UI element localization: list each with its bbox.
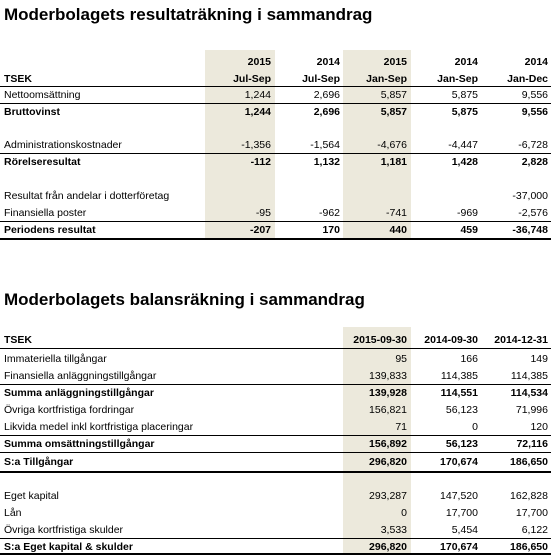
income-cell: -95: [255, 207, 271, 219]
income-cell: 459: [460, 224, 478, 236]
balance-cell: 139,833: [369, 370, 407, 382]
income-cell: 1,244: [244, 89, 271, 101]
income-tsek-header: TSEK: [4, 73, 33, 85]
balance-header-rule: [0, 348, 551, 349]
balance-rule: [0, 435, 551, 436]
income-rule: [0, 153, 551, 154]
income-cell: -6,728: [518, 139, 548, 151]
balance-cell: 114,385: [440, 370, 478, 382]
balance-cell: 5,454: [451, 524, 478, 536]
balance-cell: 120: [530, 421, 548, 433]
balance-cell: 147,520: [440, 490, 478, 502]
balance-cell: 156,892: [369, 438, 407, 450]
income-cell: 1,244: [244, 106, 271, 118]
income-cell: 440: [389, 224, 407, 236]
balance-cell: 166: [460, 353, 478, 365]
income-year-1: 2015: [247, 56, 271, 68]
balance-rule: [0, 384, 551, 385]
balance-cell: 17,700: [515, 507, 548, 519]
balance-cell: 114,551: [440, 387, 478, 399]
balance-rule: [0, 452, 551, 453]
balance-date-2: 2014-09-30: [424, 334, 478, 346]
balance-row-label: Summa omsättningstillgångar: [4, 438, 155, 450]
income-cell: 5,857: [380, 89, 407, 101]
income-row-label: Resultat från andelar i dotterföretag: [4, 190, 170, 202]
balance-cell: 162,828: [510, 490, 548, 502]
income-row-label: Periodens resultat: [4, 224, 96, 236]
balance-cell: 186,650: [510, 541, 548, 553]
income-year-2: 2014: [316, 56, 340, 68]
balance-cell: 95: [395, 353, 407, 365]
balance-total-rule: [0, 471, 551, 473]
balance-tsek-header: TSEK: [4, 334, 33, 346]
income-row-label: Bruttovinst: [4, 106, 60, 118]
balance-cell: 186,650: [510, 456, 548, 468]
balance-cell: 71,996: [515, 404, 548, 416]
income-cell: 5,875: [451, 89, 478, 101]
income-title: Moderbolagets resultaträkning i sammandrag: [4, 5, 373, 24]
income-cell: 9,556: [521, 106, 548, 118]
balance-cell: 293,287: [369, 490, 407, 502]
balance-cell: 56,123: [445, 404, 478, 416]
income-cell: -962: [318, 207, 340, 219]
income-rule: [0, 221, 551, 222]
balance-cell: 149: [530, 353, 548, 365]
balance-cell: 3,533: [380, 524, 407, 536]
balance-row-label: Finansiella anläggningstillgångar: [4, 370, 157, 382]
income-cell: 2,696: [313, 89, 340, 101]
balance-row-label: Summa anläggningstillgångar: [4, 387, 154, 399]
income-cell: -1,356: [241, 139, 271, 151]
income-row-label: Administrationskostnader: [4, 139, 122, 151]
income-year-4: 2014: [454, 56, 478, 68]
balance-date-3: 2014-12-31: [494, 334, 548, 346]
income-cell: 9,556: [521, 89, 548, 101]
income-cell: -969: [456, 207, 478, 219]
balance-cell: 114,385: [510, 370, 548, 382]
income-row-label: Finansiella poster: [4, 207, 87, 219]
income-cell: -2,576: [518, 207, 548, 219]
balance-row-label: Likvida medel inkl kortfristiga placeringar: [4, 421, 194, 433]
balance-cell: 0: [472, 421, 478, 433]
income-cell: 170: [322, 224, 340, 236]
income-cell: -112: [250, 156, 271, 168]
balance-row-label: S:a Tillgångar: [4, 456, 74, 468]
income-cell: -37,000: [512, 190, 548, 202]
income-year-5: 2014: [524, 56, 548, 68]
balance-row-label: Eget kapital: [4, 490, 59, 502]
balance-cell: 170,674: [440, 541, 478, 553]
income-period-1: Jul-Sep: [233, 73, 271, 85]
balance-cell: 296,820: [369, 541, 407, 553]
income-cell: -1,564: [310, 139, 340, 151]
balance-cell: 6,122: [521, 524, 548, 536]
income-bottom-rule: [0, 238, 551, 240]
balance-row-label: Övriga kortfristiga skulder: [4, 524, 124, 536]
balance-cell: 56,123: [445, 438, 478, 450]
income-period-4: Jan-Sep: [437, 73, 478, 85]
balance-cell: 0: [401, 507, 407, 519]
balance-cell: 156,821: [369, 404, 407, 416]
income-row-label: Nettoomsättning: [4, 89, 81, 101]
balance-row-label: Övriga kortfristiga fordringar: [4, 404, 135, 416]
income-cell: 5,857: [380, 106, 407, 118]
balance-date-1: 2015-09-30: [353, 334, 407, 346]
income-cell: 1,132: [313, 156, 340, 168]
income-cell: -207: [249, 224, 271, 236]
income-cell: 2,696: [313, 106, 340, 118]
income-cell: 1,428: [451, 156, 478, 168]
balance-rule: [0, 538, 551, 539]
income-cell: 2,828: [521, 156, 548, 168]
income-year-3: 2015: [383, 56, 407, 68]
income-period-3: Jan-Sep: [366, 73, 407, 85]
balance-row-label: Immateriella tillgångar: [4, 353, 107, 365]
income-header-rule: [0, 86, 551, 87]
balance-cell: 71: [395, 421, 407, 433]
balance-cell: 17,700: [445, 507, 478, 519]
balance-cell: 296,820: [369, 456, 407, 468]
income-cell: 1,181: [380, 156, 407, 168]
balance-cell: 114,534: [510, 387, 548, 399]
income-rule: [0, 103, 551, 104]
income-cell: -741: [385, 207, 407, 219]
income-cell: -4,676: [377, 139, 407, 151]
income-period-2: Jul-Sep: [302, 73, 340, 85]
balance-cell: 72,116: [516, 438, 548, 450]
balance-row-label: S:a Eget kapital & skulder: [4, 541, 133, 553]
income-cell: 5,875: [451, 106, 478, 118]
balance-row-label: Lån: [4, 507, 22, 519]
income-cell: -4,447: [448, 139, 478, 151]
balance-cell: 170,674: [440, 456, 478, 468]
income-cell: -36,748: [512, 224, 548, 236]
income-row-label: Rörelseresultat: [4, 156, 81, 168]
income-period-5: Jan-Dec: [507, 73, 548, 85]
balance-title: Moderbolagets balansräkning i sammandrag: [4, 290, 365, 309]
balance-cell: 139,928: [369, 387, 407, 399]
